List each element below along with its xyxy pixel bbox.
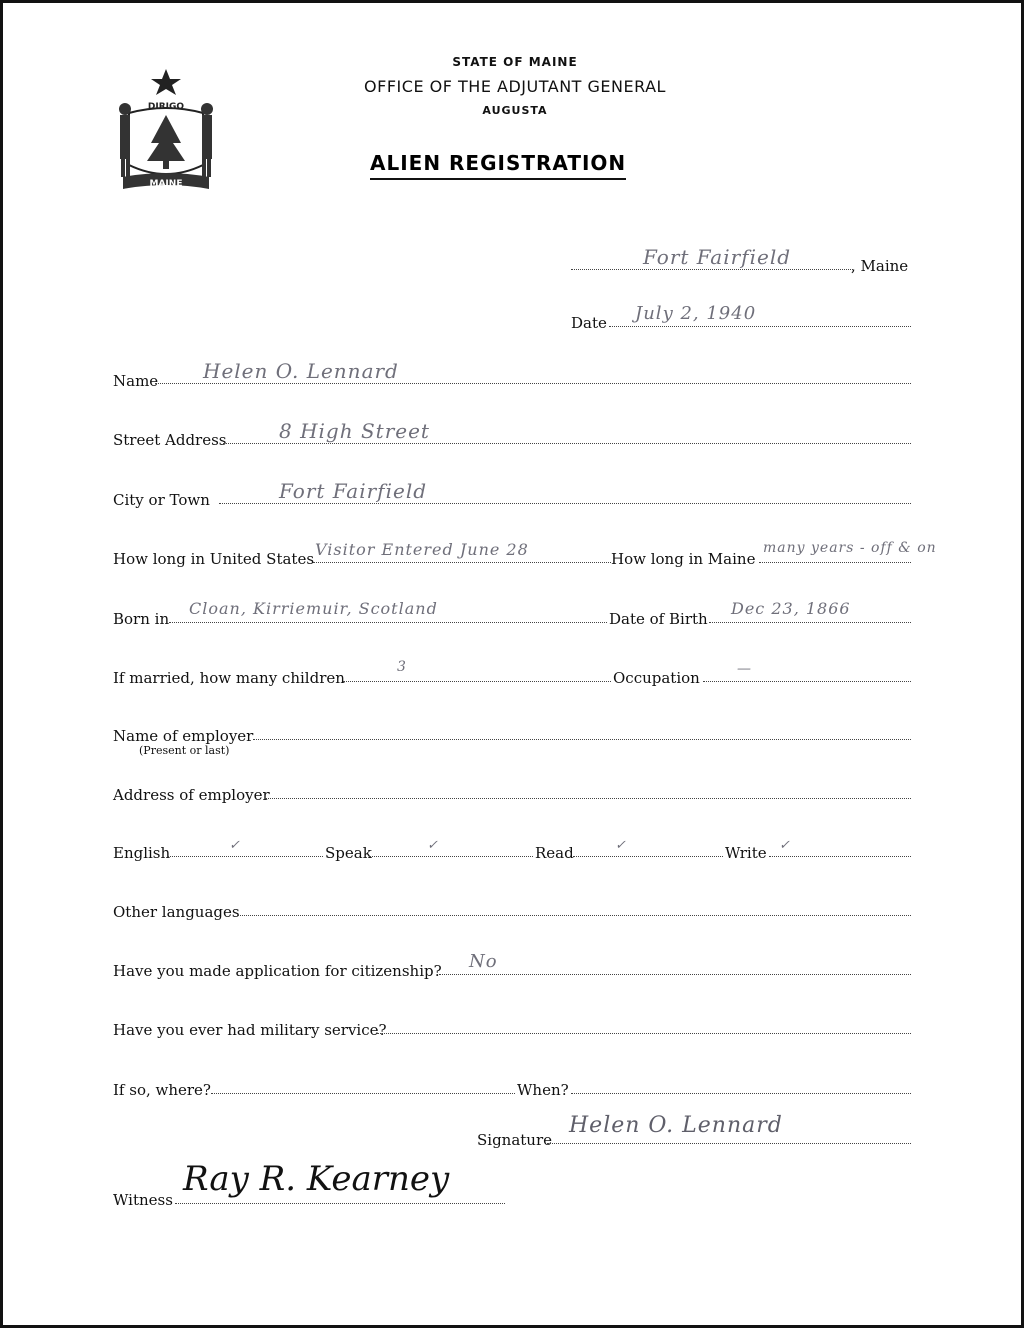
employer-label: Name of employer <box>113 727 254 745</box>
where-label: If so, where? <box>113 1081 211 1099</box>
speak-label: Speak <box>325 844 372 862</box>
name-value: Helen O. Lennard <box>203 359 399 383</box>
dob-label: Date of Birth <box>609 610 708 628</box>
name-line <box>155 383 911 384</box>
us-duration-line <box>313 562 611 563</box>
date-line <box>609 326 911 327</box>
town-value: Fort Fairfield <box>643 245 792 269</box>
employer-sublabel: (Present or last) <box>139 744 230 757</box>
date-value: July 2, 1940 <box>635 303 757 324</box>
maine-duration-line <box>759 562 911 563</box>
employer-address-line <box>265 798 911 799</box>
write-label: Write <box>725 844 767 862</box>
witness-line <box>175 1203 505 1204</box>
state-heading: STATE OF MAINE <box>452 55 578 69</box>
city-line <box>219 503 911 504</box>
english-line <box>167 856 323 857</box>
town-suffix: , Maine <box>851 257 909 275</box>
write-value: ✓ <box>779 838 791 853</box>
occupation-value: — <box>737 661 752 677</box>
read-value: ✓ <box>615 838 627 853</box>
speak-line <box>369 856 533 857</box>
witness-signature: Ray R. Kearney <box>183 1159 450 1199</box>
city-label: City or Town <box>113 491 210 509</box>
town-line <box>571 269 853 270</box>
maine-duration-label: How long in Maine <box>611 550 756 568</box>
street-label: Street Address <box>113 431 227 449</box>
birthplace-label: Born in <box>113 610 170 628</box>
occupation-line <box>703 681 911 682</box>
speak-value: ✓ <box>427 838 439 853</box>
office-heading: OFFICE OF THE ADJUTANT GENERAL <box>364 77 666 96</box>
dob-value: Dec 23, 1866 <box>731 599 851 618</box>
name-label: Name <box>113 372 159 390</box>
occupation-label: Occupation <box>613 669 700 687</box>
read-line <box>573 856 723 857</box>
form-title: ALIEN REGISTRATION <box>370 151 626 180</box>
when-label: When? <box>517 1081 569 1099</box>
dob-line <box>709 622 911 623</box>
witness-label: Witness <box>113 1191 173 1209</box>
children-line <box>343 681 611 682</box>
maine-duration-value: many years - off & on <box>763 540 937 556</box>
seal-banner-text: MAINE <box>149 179 183 189</box>
where-line <box>211 1093 515 1094</box>
employer-line <box>253 739 911 740</box>
citizenship-value: No <box>469 951 498 972</box>
children-label: If married, how many children <box>113 669 345 687</box>
other-languages-line <box>237 915 911 916</box>
signature-value: Helen O. Lennard <box>569 1113 783 1138</box>
signature-label: Signature <box>477 1131 553 1149</box>
us-duration-value: Visitor Entered June 28 <box>315 540 529 559</box>
signature-line <box>547 1143 911 1144</box>
street-line <box>223 443 911 444</box>
employer-address-label: Address of employer <box>113 786 270 804</box>
birthplace-value: Cloan, Kirriemuir, Scotland <box>189 599 438 618</box>
military-line <box>377 1033 911 1034</box>
birthplace-line <box>169 622 607 623</box>
write-line <box>769 856 911 857</box>
military-label: Have you ever had military service? <box>113 1021 387 1039</box>
street-value: 8 High Street <box>279 419 430 443</box>
us-duration-label: How long in United States <box>113 550 315 568</box>
other-languages-label: Other languages <box>113 903 240 921</box>
english-label: English <box>113 844 171 862</box>
city-heading: AUGUSTA <box>482 104 548 117</box>
date-label: Date <box>571 314 607 332</box>
citizenship-label: Have you made application for citizenship? <box>113 962 442 980</box>
children-value: 3 <box>397 659 407 675</box>
svg-text:DIRIGO: DIRIGO <box>147 102 185 112</box>
city-value: Fort Fairfield <box>279 479 428 503</box>
read-label: Read <box>535 844 574 862</box>
citizenship-line <box>439 974 911 975</box>
english-value: ✓ <box>229 838 241 853</box>
when-line <box>571 1093 911 1094</box>
